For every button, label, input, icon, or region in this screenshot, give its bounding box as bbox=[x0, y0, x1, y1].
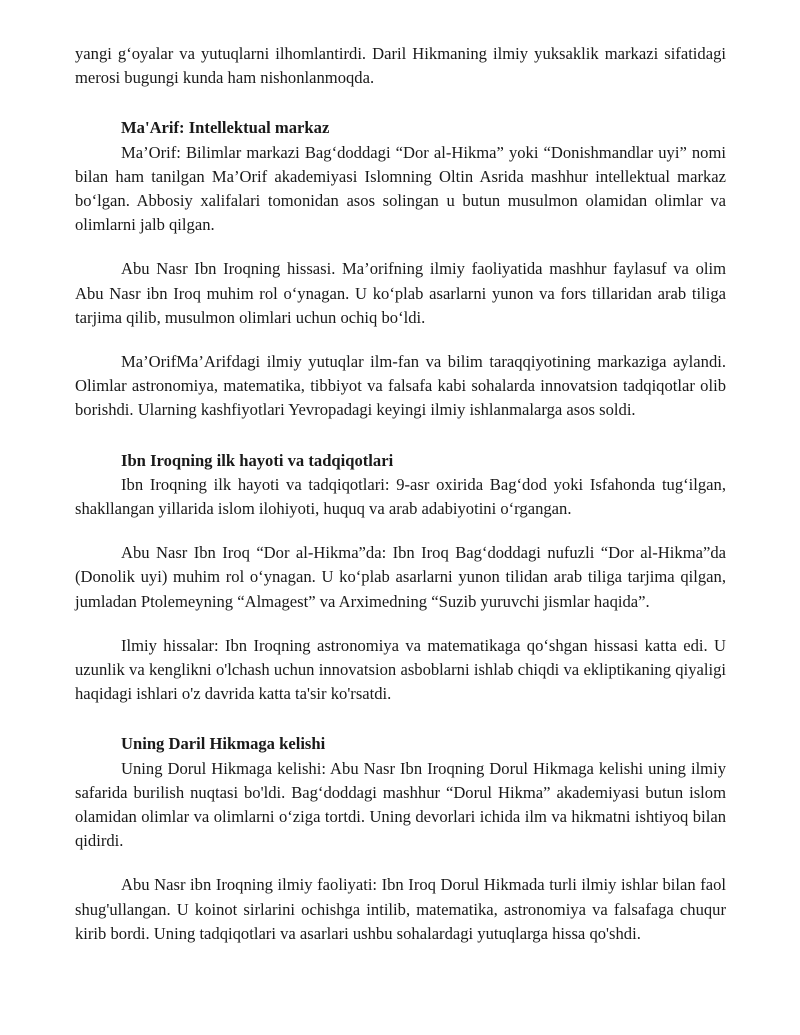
document-page bbox=[75, 42, 726, 946]
body-paragraph: Ibn Iroqning ilk hayoti va tadqiqotlari: 9-asr oxirida Bag‘dod yoki Isfahonda tug‘ilgan, shakllangan yillarida islom ilohiyoti, huquq va arab adabiyotini o‘rgangan. bbox=[75, 474, 726, 519]
section-heading-maarif: Ma'Arif: Intellektual markaz bbox=[121, 118, 330, 138]
body-paragraph: Abu Nasr ibn Iroqning ilmiy faoliyati: Ibn Iroq Dorul Hikmada turli ilmiy ishlar bilan faol shug'ullangan. U koinot sirlarini ochishga intilib, matematika, astronomiya va falsafaga chuqur kirib bordi. Uning tadqiqotlari va asarlari ushbu sohalardagi yutuqlarga hissa qo'shdi. bbox=[75, 875, 726, 943]
body-paragraph: Ilmiy hissalar: Ibn Iroqning astronomiya va matematikaga qo‘shgan hissasi katta edi. U uzunlik va kenglikni o'lchash uchun innovatsion asboblarni ishlab chiqdi va ekliptikaning qiyaligi haqidagi ishlari o'z davrida katta ta'sir ko'rsatdi. bbox=[75, 635, 726, 704]
intro-paragraph: yangi g‘oyalar va yutuqlarni ilhomlantirdi. Daril Hikmaning ilmiy yuksaklik markazi sifatidagi merosi bugungi kunda ham nishonlanmoqda. bbox=[75, 44, 726, 88]
section-heading-early-life: Ibn Iroqning ilk hayoti va tadqiqotlari bbox=[121, 450, 394, 470]
body-paragraph: Abu Nasr Ibn Iroq “Dor al-Hikma”da: Ibn Iroq Bag‘doddagi nufuzli “Dor al-Hikma”da (Donolik uyi) muhim rol o‘ynagan. U ko‘plab asarlarni yunon tilidan arab tiliga tarjima qilgan, jumladan Ptolemeyning “Almagest” va Arximedning “Suzib yuruvchi jismlar haqida”. bbox=[75, 543, 726, 611]
body-paragraph: Ma’Orif: Bilimlar markazi Bag‘doddagi “Dor al-Hikma” yoki “Donishmandlar uyi” nomi bilan ham tanilgan Ma’Orif akademiyasi Islomning Oltin Asrida mashhur intellektual markaz bo‘lgan. Abbosiy xalifalari tomonidan asos solingan u butun musulmon olamidan olimlar va olimlarni jalb qilgan. bbox=[75, 142, 726, 235]
body-paragraph: Abu Nasr Ibn Iroqning hissasi. Ma’orifning ilmiy faoliyatida mashhur faylasuf va olim Abu Nasr ibn Iroq muhim rol o‘ynagan. U ko‘plab asarlarni yunon va fors tillaridan arab tiliga tarjima qilib, musulmon olimlari uchun ochiq bo‘ldi. bbox=[75, 259, 726, 327]
body-paragraph: Uning Dorul Hikmaga kelishi: Abu Nasr Ibn Iroqning Dorul Hikmaga kelishi uning ilmiy safarida burilish nuqtasi bo'ldi. Bag‘doddagi mashhur “Dorul Hikma” akademiyasi butun islom olamidan olimlar va olimlarni o‘ziga tortdi. Uning devorlari ichida ilm va hikmatni ishtiyoq bilan qidirdi. bbox=[75, 758, 726, 851]
body-paragraph: Ma’OrifMa’Arifdagi ilmiy yutuqlar ilm-fan va bilim taraqqiyotining markaziga aylandi. Olimlar astronomiya, matematika, tibbiyot va falsafa kabi sohalarda innovatsion tadqiqotlar olib borishdi. Ularning kashfiyotlari Yevropadagi keyingi ilmiy ishlanmalarga asos soldi. bbox=[75, 352, 726, 420]
section-heading-arrival: Uning Daril Hikmaga kelishi bbox=[121, 734, 326, 754]
